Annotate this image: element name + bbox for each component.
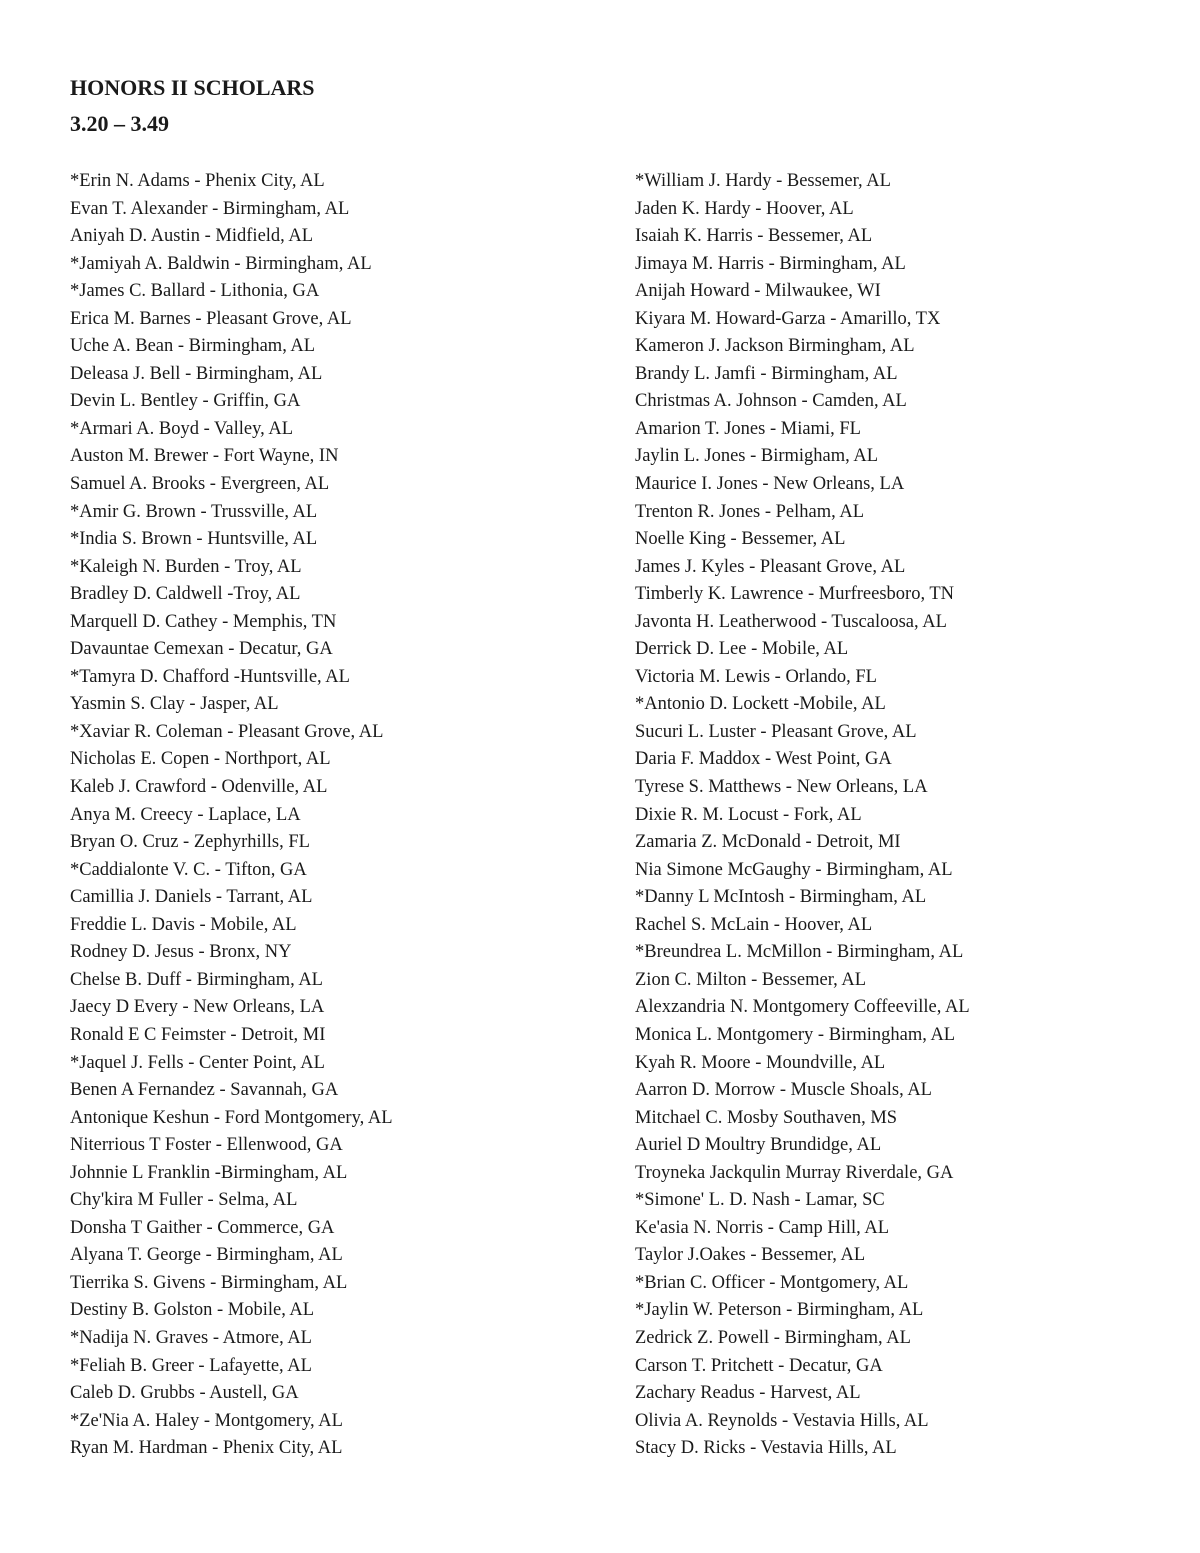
scholar-entry: Anya M. Creecy - Laplace, LA xyxy=(70,804,301,825)
scholar-entry: Freddie L. Davis - Mobile, AL xyxy=(70,914,297,935)
scholar-entry: Isaiah K. Harris - Bessemer, AL xyxy=(635,226,873,247)
scholar-entry: Donsha T Gaither - Commerce, GA xyxy=(70,1217,335,1238)
scholar-entry: Victoria M. Lewis - Orlando, FL xyxy=(635,666,877,687)
scholar-entry: Auriel D Moultry Brundidge, AL xyxy=(635,1135,882,1156)
scholar-entry: Nia Simone McGaughy - Birmingham, AL xyxy=(635,859,953,880)
scholar-entry: Niterrious T Foster - Ellenwood, GA xyxy=(70,1135,343,1156)
scholar-entry: *Tamyra D. Chafford -Huntsville, AL xyxy=(70,666,350,687)
scholar-entry: *Danny L McIntosh - Birmingham, AL xyxy=(635,887,927,908)
scholar-entry: Aarron D. Morrow - Muscle Shoals, AL xyxy=(635,1080,932,1101)
gpa-range: 3.20 – 3.49 xyxy=(70,111,169,136)
scholar-entry: Auston M. Brewer - Fort Wayne, IN xyxy=(70,446,339,467)
scholar-entry: Rachel S. McLain - Hoover, AL xyxy=(635,914,873,935)
scholar-entry: Kameron J. Jackson Birmingham, AL xyxy=(635,336,915,357)
scholar-entry: Samuel A. Brooks - Evergreen, AL xyxy=(70,474,330,495)
scholar-entry: Jaden K. Hardy - Hoover, AL xyxy=(635,198,854,219)
scholar-entry: Jimaya M. Harris - Birmingham, AL xyxy=(635,253,906,274)
scholar-entry: Derrick D. Lee - Mobile, AL xyxy=(635,639,849,660)
scholar-entry: Evan T. Alexander - Birmingham, AL xyxy=(70,198,350,219)
scholar-entry: Chelse B. Duff - Birmingham, AL xyxy=(70,969,323,990)
scholar-entry: Kyah R. Moore - Moundville, AL xyxy=(635,1052,886,1073)
scholar-entry: Javonta H. Leatherwood - Tuscaloosa, AL xyxy=(635,611,947,632)
scholar-entry: Marquell D. Cathey - Memphis, TN xyxy=(70,611,337,632)
scholar-entry: Deleasa J. Bell - Birmingham, AL xyxy=(70,363,323,384)
scholar-entry: Bryan O. Cruz - Zephyrhills, FL xyxy=(70,832,310,853)
scholar-entry: Tierrika S. Givens - Birmingham, AL xyxy=(70,1272,348,1293)
scholar-entry: Stacy D. Ricks - Vestavia Hills, AL xyxy=(635,1438,897,1459)
scholar-entry: *Jaquel J. Fells - Center Point, AL xyxy=(70,1052,325,1073)
page-title: HONORS II SCHOLARS xyxy=(70,75,315,100)
scholar-entry: Anijah Howard - Milwaukee, WI xyxy=(635,281,881,302)
scholar-entry: Ronald E C Feimster - Detroit, MI xyxy=(70,1024,326,1045)
scholar-entry: Erica M. Barnes - Pleasant Grove, AL xyxy=(70,308,352,329)
scholar-entry: *Brian C. Officer - Montgomery, AL xyxy=(635,1272,909,1293)
right-name-column xyxy=(635,168,1175,1463)
scholar-entry: Alyana T. George - Birmingham, AL xyxy=(70,1245,343,1266)
scholar-entry: *James C. Ballard - Lithonia, GA xyxy=(70,281,320,302)
scholar-entry: *Simone' L. D. Nash - Lamar, SC xyxy=(635,1190,885,1211)
scholar-entry: Destiny B. Golston - Mobile, AL xyxy=(70,1300,315,1321)
scholar-entry: Taylor J.Oakes - Bessemer, AL xyxy=(635,1245,866,1266)
scholar-entry: Daria F. Maddox - West Point, GA xyxy=(635,749,892,770)
scholar-entry: Zion C. Milton - Bessemer, AL xyxy=(635,969,867,990)
scholar-entry: Zedrick Z. Powell - Birmingham, AL xyxy=(635,1327,911,1348)
scholar-entry: Carson T. Pritchett - Decatur, GA xyxy=(635,1355,883,1376)
scholar-entry: Zamaria Z. McDonald - Detroit, MI xyxy=(635,832,901,853)
scholar-entry: Troyneka Jackqulin Murray Riverdale, GA xyxy=(635,1162,954,1183)
scholar-entry: *William J. Hardy - Bessemer, AL xyxy=(635,171,891,191)
scholar-entry: Bradley D. Caldwell -Troy, AL xyxy=(70,584,301,605)
scholar-entry: Brandy L. Jamfi - Birmingham, AL xyxy=(635,363,898,384)
scholar-entry: *Xaviar R. Coleman - Pleasant Grove, AL xyxy=(70,721,384,742)
scholar-entry: Camillia J. Daniels - Tarrant, AL xyxy=(70,887,313,908)
scholar-entry: *Nadija N. Graves - Atmore, AL xyxy=(70,1327,312,1348)
scholar-entry: Kiyara M. Howard-Garza - Amarillo, TX xyxy=(635,308,941,329)
scholar-entry: *Armari A. Boyd - Valley, AL xyxy=(70,418,294,439)
scholar-entry: *Ze'Nia A. Haley - Montgomery, AL xyxy=(70,1410,343,1431)
scholar-entry: James J. Kyles - Pleasant Grove, AL xyxy=(635,556,906,577)
scholar-entry: Dixie R. M. Locust - Fork, AL xyxy=(635,804,862,825)
scholar-entry: Johnnie L Franklin -Birmingham, AL xyxy=(70,1162,348,1183)
scholar-entry: *Erin N. Adams - Phenix City, AL xyxy=(70,171,325,191)
scholar-entry: Caleb D. Grubbs - Austell, GA xyxy=(70,1383,299,1404)
scholar-entry: Olivia A. Reynolds - Vestavia Hills, AL xyxy=(635,1410,929,1431)
scholar-entry: Zachary Readus - Harvest, AL xyxy=(635,1383,861,1404)
scholar-entry: Ryan M. Hardman - Phenix City, AL xyxy=(70,1438,343,1459)
scholar-entry: *Breundrea L. McMillon - Birmingham, AL xyxy=(635,942,964,963)
scholar-entry: Maurice I. Jones - New Orleans, LA xyxy=(635,474,905,495)
scholar-entry: *Jamiyah A. Baldwin - Birmingham, AL xyxy=(70,253,372,274)
scholar-entry: Devin L. Bentley - Griffin, GA xyxy=(70,391,301,412)
scholar-entry: Chy'kira M Fuller - Selma, AL xyxy=(70,1190,298,1211)
scholar-entry: Kaleb J. Crawford - Odenville, AL xyxy=(70,777,328,798)
scholar-entry: Christmas A. Johnson - Camden, AL xyxy=(635,391,907,412)
scholar-entry: Jaecy D Every - New Orleans, LA xyxy=(70,997,325,1018)
scholar-entry: *Jaylin W. Peterson - Birmingham, AL xyxy=(635,1300,924,1321)
scholar-entry: Benen A Fernandez - Savannah, GA xyxy=(70,1080,339,1101)
scholar-entry: *India S. Brown - Huntsville, AL xyxy=(70,529,318,550)
scholar-entry: Tyrese S. Matthews - New Orleans, LA xyxy=(635,777,928,798)
scholar-entry: Yasmin S. Clay - Jasper, AL xyxy=(70,694,279,715)
scholar-entry: *Caddialonte V. C. - Tifton, GA xyxy=(70,859,307,880)
scholar-entry: Uche A. Bean - Birmingham, AL xyxy=(70,336,316,357)
scholar-entry: *Feliah B. Greer - Lafayette, AL xyxy=(70,1355,312,1376)
scholar-entry: Noelle King - Bessemer, AL xyxy=(635,529,846,550)
scholar-entry: Timberly K. Lawrence - Murfreesboro, TN xyxy=(635,584,955,605)
scholar-entry: Amarion T. Jones - Miami, FL xyxy=(635,418,861,439)
scholar-entry: Monica L. Montgomery - Birmingham, AL xyxy=(635,1024,956,1045)
scholar-entry: *Antonio D. Lockett -Mobile, AL xyxy=(635,694,886,715)
scholar-entry: Davauntae Cemexan - Decatur, GA xyxy=(70,639,333,660)
scholar-entry: Alexzandria N. Montgomery Coffeeville, AL xyxy=(635,997,970,1018)
scholar-entry: Rodney D. Jesus - Bronx, NY xyxy=(70,942,292,963)
left-name-column xyxy=(70,168,610,1463)
scholar-entry: Ke'asia N. Norris - Camp Hill, AL xyxy=(635,1217,890,1238)
scholar-entry: Sucuri L. Luster - Pleasant Grove, AL xyxy=(635,721,917,742)
scholar-entry: Trenton R. Jones - Pelham, AL xyxy=(635,501,865,522)
scholar-entry: Antonique Keshun - Ford Montgomery, AL xyxy=(70,1107,393,1128)
scholar-entry: *Amir G. Brown - Trussville, AL xyxy=(70,501,318,522)
scholar-entry: Jaylin L. Jones - Birmigham, AL xyxy=(635,446,879,467)
scholar-entry: *Kaleigh N. Burden - Troy, AL xyxy=(70,556,302,577)
scholar-entry: Aniyah D. Austin - Midfield, AL xyxy=(70,226,314,247)
scholar-entry: Mitchael C. Mosby Southaven, MS xyxy=(635,1107,898,1128)
scholar-entry: Nicholas E. Copen - Northport, AL xyxy=(70,749,331,770)
